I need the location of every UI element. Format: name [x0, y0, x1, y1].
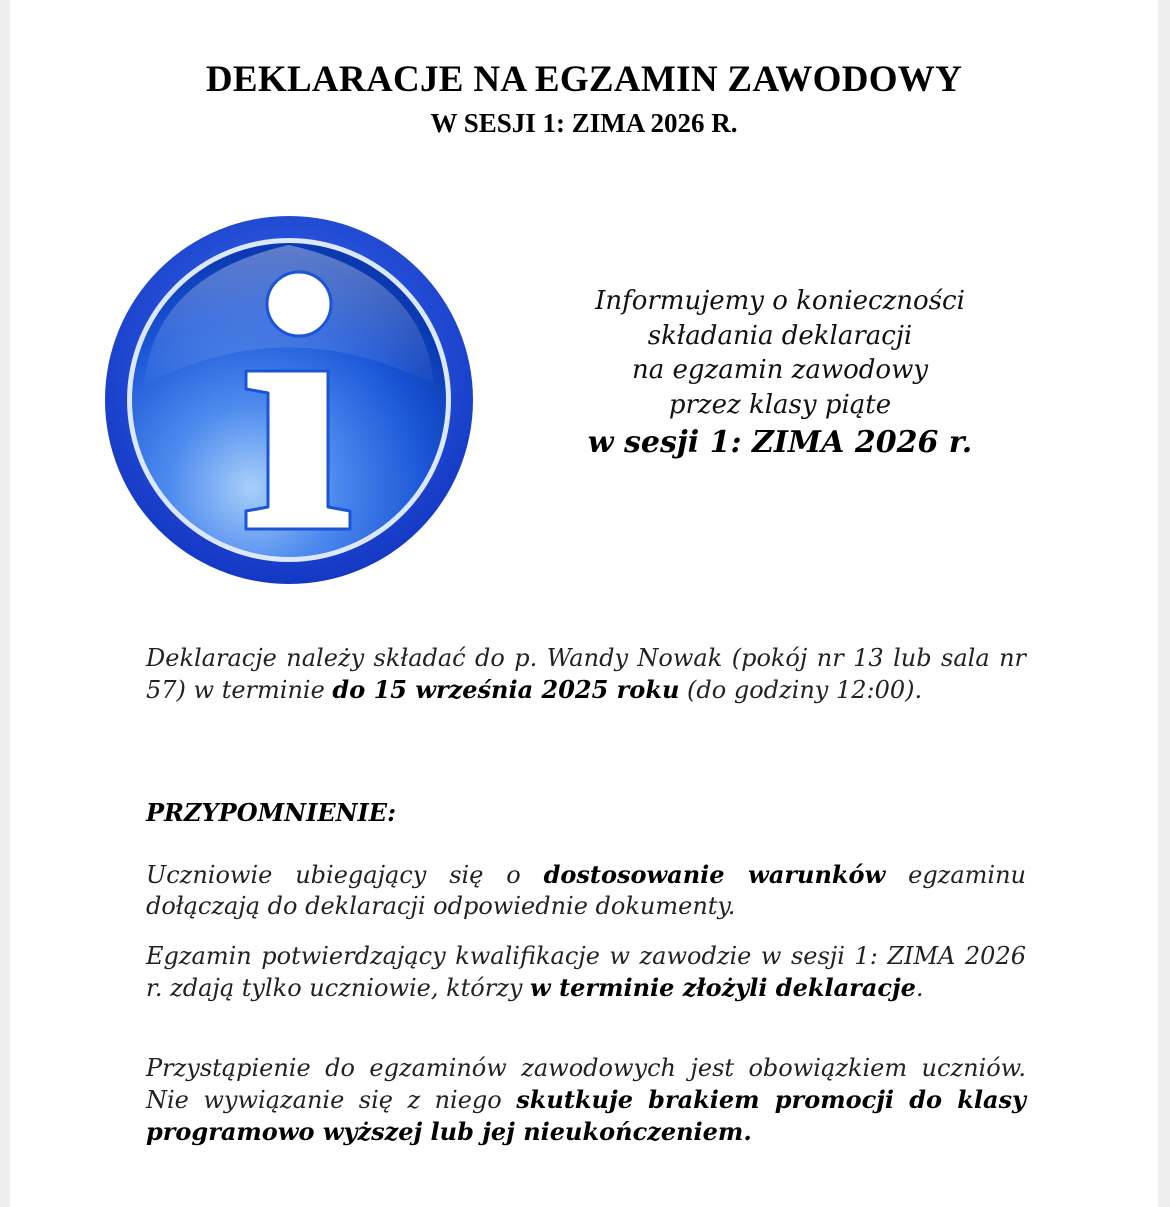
deadline-paragraph — [146, 643, 1026, 706]
reminder-heading: PRZYPOMNIENIE: — [146, 798, 396, 827]
document-title: DEKLARACJE NA EGZAMIN ZAWODOWY — [205, 59, 963, 100]
exam-bold: w terminie złożyli deklaracje — [530, 973, 916, 1002]
deadline-text-after: (do godziny 12:00). — [679, 676, 923, 704]
lead-line: przez klasy piąte — [668, 389, 892, 420]
lead-line: składania deklaracji — [647, 320, 913, 351]
deadline-text-before: Deklaracje należy składać do p. Wandy Nowak (pokój nr 13 lub sala nr 57) w terminie — [146, 644, 1026, 704]
accommodations-text-before: Uczniowie ubiegający się o — [146, 861, 544, 889]
document-page — [10, 0, 1158, 1207]
lead-text — [488, 284, 1072, 464]
exam-text-after: . — [915, 974, 924, 1002]
lead-line: na egzamin zawodowy — [631, 355, 929, 385]
accommodations-bold: dostosowanie warunków — [543, 860, 886, 889]
accommodations-text-after: egzaminu dołączają do deklaracji odpowiednie dokumenty. — [146, 861, 1026, 920]
obligation-paragraph — [146, 1053, 1026, 1148]
lead-session-line: w sesji 1: ZIMA 2026 r. — [587, 425, 973, 460]
lead-line: Informujemy o konieczności — [595, 286, 965, 316]
document-subtitle: W SESJI 1: ZIMA 2026 R. — [430, 108, 738, 138]
exam-text-before: Egzamin potwierdzający kwalifikacje w zawodzie w sesji 1: ZIMA 2026 r. zdają tylko uczniowie, którzy — [146, 942, 1026, 1002]
information-icon — [104, 215, 474, 585]
obligation-bold: skutkuje brakiem promocji do klasy programowo wyższej lub jej nieukończeniem. — [146, 1085, 1027, 1146]
deadline-date: do 15 września 2025 roku — [332, 675, 680, 704]
icon-glyph-dot — [267, 272, 331, 336]
accommodations-paragraph — [146, 859, 1026, 922]
exam-paragraph — [146, 941, 1026, 1004]
obligation-text-before: Przystąpienie do egzaminów zawodowych jest obowiązkiem uczniów. Nie wywiązanie się z niego — [146, 1054, 1026, 1114]
